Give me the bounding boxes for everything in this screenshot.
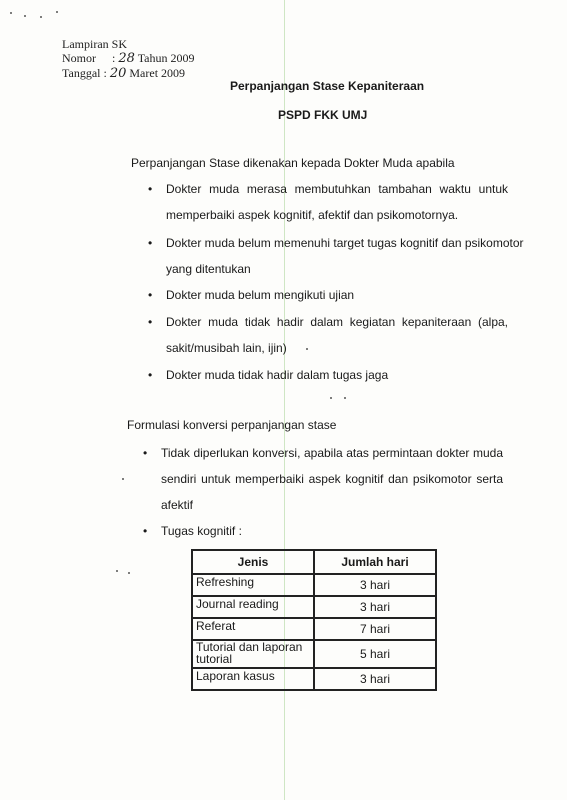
lampiran-label: Lampiran SK [62, 37, 127, 51]
table-cell-hari: 3 hari [314, 596, 436, 618]
scan-speck [122, 478, 124, 480]
bullet-marker: • [148, 315, 153, 329]
scan-speck [56, 11, 58, 13]
table-cell-jenis: Journal reading [192, 596, 314, 618]
list-item-line: Dokter muda tidak hadir dalam tugas jaga [166, 368, 389, 382]
bullet-marker: • [148, 368, 153, 382]
table-header-row [192, 550, 436, 574]
scan-speck [344, 397, 346, 399]
list-item-line: memperbaiki aspek kognitif, afektif dan psikomotornya. [166, 208, 459, 222]
header-meta [62, 37, 195, 81]
bullet-marker: • [148, 182, 153, 196]
nomor-label: Nomor [62, 51, 96, 65]
list-item-line: Dokter muda merasa membutuhkan tambahan waktu untuk [166, 182, 508, 196]
list-item-line: afektif [161, 498, 194, 512]
table-row [192, 574, 436, 596]
tanggal-colon: : [103, 66, 107, 80]
list-item-line: sendiri untuk memperbaiki aspek kognitif dan psikomotor serta [161, 472, 503, 486]
tanggal-suffix: Maret 2009 [129, 66, 186, 80]
nomor-suffix: Tahun 2009 [137, 51, 195, 65]
bullet-marker: • [148, 236, 153, 250]
table-row [192, 640, 436, 668]
nomor-colon: : [112, 51, 116, 65]
scan-speck [24, 15, 26, 17]
section2-intro: Formulasi konversi perpanjangan stase [127, 418, 337, 432]
list-item-line: yang ditentukan [166, 262, 251, 276]
table-row [192, 618, 436, 640]
list-item-line: Dokter muda belum mengikuti ujian [166, 288, 355, 302]
table-cell-hari: 3 hari [314, 668, 436, 690]
table-row [192, 668, 436, 690]
table-cell-jenis: Referat [192, 618, 314, 640]
nomor-value: 28 [118, 51, 135, 66]
tanggal-value: 20 [109, 66, 127, 81]
table-cell-jenis: Laporan kasus [192, 668, 314, 690]
table-header-jumlah-hari: Jumlah hari [314, 550, 436, 574]
list-item-line: sakit/musibah lain, ijin) [166, 341, 287, 355]
table-cell-hari: 5 hari [314, 640, 436, 668]
list-item-line: Dokter muda tidak hadir dalam kegiatan kepaniteraan (alpa, [166, 315, 508, 329]
document-subtitle: PSPD FKK UMJ [278, 108, 368, 122]
nomor-row [62, 51, 195, 66]
scan-speck [116, 570, 118, 572]
document-title: Perpanjangan Stase Kepaniteraan [230, 79, 425, 93]
scan-speck [306, 348, 308, 350]
bullet-marker: • [143, 446, 148, 460]
table-cell-hari: 3 hari [314, 574, 436, 596]
scan-speck [40, 16, 42, 18]
table-header-jenis: Jenis [192, 550, 314, 574]
tanggal-row [62, 66, 195, 81]
tugas-kognitif-table [191, 549, 437, 691]
list-item-line: Tidak diperlukan konversi, apabila atas permintaan dokter muda [161, 446, 503, 460]
scan-speck [128, 572, 130, 574]
table-cell-jenis: Tutorial dan laporan tutorial [192, 640, 314, 668]
scan-speck [330, 397, 332, 399]
scan-speck [10, 12, 12, 14]
list-item-line: Tugas kognitif : [161, 524, 242, 538]
bullet-marker: • [148, 288, 153, 302]
table-row [192, 596, 436, 618]
bullet-marker: • [143, 524, 148, 538]
list-item-line: Dokter muda belum memenuhi target tugas kognitif dan psikomotor [166, 236, 524, 250]
table-cell-hari: 7 hari [314, 618, 436, 640]
table-cell-jenis: Refreshing [192, 574, 314, 596]
section1-intro: Perpanjangan Stase dikenakan kepada Dokter Muda apabila [131, 156, 455, 170]
tanggal-label: Tanggal [62, 66, 101, 80]
